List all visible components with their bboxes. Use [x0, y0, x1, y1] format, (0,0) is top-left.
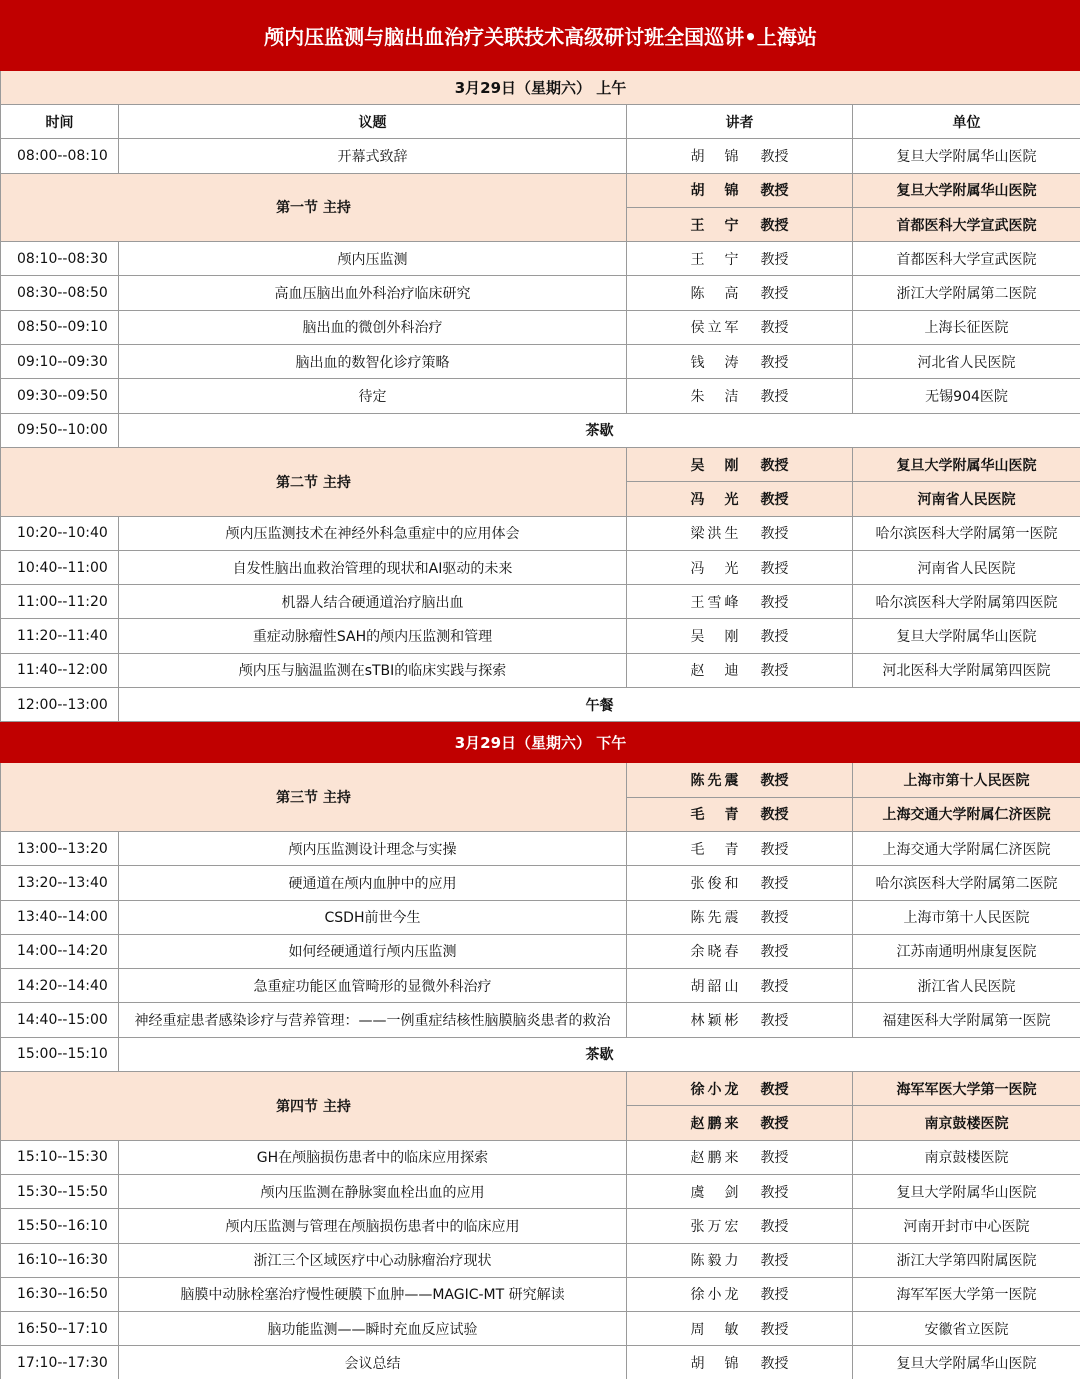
host-unit: 上海市第十人民医院: [853, 763, 1080, 797]
speaker-title: 教授: [760, 1081, 789, 1098]
section-host-label: 第一节 主持: [1, 173, 627, 242]
session-time: 14:00--14:20: [1, 934, 119, 968]
session-row: [1, 1243, 1080, 1277]
break-label: 茶歇: [119, 413, 1080, 447]
speaker-name: 周 敏: [690, 1321, 739, 1338]
speaker-unit: 哈尔滨医科大学附属第二医院: [853, 866, 1080, 900]
speaker-title: 教授: [760, 560, 789, 577]
host-unit: 河南省人民医院: [853, 482, 1080, 516]
speaker-title: 教授: [760, 1321, 789, 1338]
session-topic: 高血压脑出血外科治疗临床研究: [119, 276, 627, 310]
day-header-morning: [1, 71, 1080, 105]
speaker-cell: [627, 1346, 853, 1379]
session-row: [1, 619, 1080, 653]
host-unit: 复旦大学附属华山医院: [853, 173, 1080, 207]
session-time: 14:40--15:00: [1, 1003, 119, 1037]
speaker-name: 胡 锦: [690, 183, 739, 200]
break-time: 15:00--15:10: [1, 1037, 119, 1071]
session-time: 15:30--15:50: [1, 1174, 119, 1208]
speaker-unit: 上海交通大学附属仁济医院: [853, 831, 1080, 865]
host-unit: 复旦大学附属华山医院: [853, 447, 1080, 481]
speaker-unit: 无锡904医院: [853, 379, 1080, 413]
speaker-name: 林颖彬: [690, 1013, 739, 1030]
speaker-unit: 海军军医大学第一医院: [853, 1277, 1080, 1311]
session-topic: 自发性脑出血救治管理的现状和AI驱动的未来: [119, 550, 627, 584]
speaker-title: 教授: [760, 944, 789, 961]
speaker-unit: 首都医科大学宣武医院: [853, 242, 1080, 276]
speaker-cell: [627, 585, 853, 619]
speaker-name: 王 宁: [690, 217, 739, 234]
speaker-title: 教授: [760, 910, 789, 927]
break-time: 12:00--13:00: [1, 688, 119, 722]
speaker-cell: [627, 969, 853, 1003]
speaker-name: 冯 光: [690, 560, 739, 577]
break-row: [1, 1037, 1080, 1071]
speaker-unit: 安徽省立医院: [853, 1312, 1080, 1346]
speaker-title: 教授: [760, 978, 789, 995]
speaker-name: 胡韶山: [690, 978, 739, 995]
title-row: [1, 1, 1080, 71]
session-row: [1, 1312, 1080, 1346]
speaker-title: 教授: [760, 841, 789, 858]
session-time: 11:00--11:20: [1, 585, 119, 619]
speaker-unit: 河北医科大学附属第四医院: [853, 653, 1080, 687]
session-time: 08:00--08:10: [1, 139, 119, 173]
speaker-cell: [627, 1174, 853, 1208]
speaker-cell: [627, 1209, 853, 1243]
session-row: [1, 516, 1080, 550]
session-time: 11:20--11:40: [1, 619, 119, 653]
speaker-cell: [627, 242, 853, 276]
break-label: 午餐: [119, 688, 1080, 722]
session-time: 15:10--15:30: [1, 1140, 119, 1174]
page-title: 颅内压监测与脑出血治疗关联技术高级研讨班全国巡讲•上海站: [1, 1, 1080, 71]
speaker-unit: 河南开封市中心医院: [853, 1209, 1080, 1243]
speaker-cell: [627, 619, 853, 653]
speaker-name: 冯 光: [690, 491, 739, 508]
session-time: 16:50--17:10: [1, 1312, 119, 1346]
session-row: [1, 345, 1080, 379]
session-topic: 急重症功能区血管畸形的显微外科治疗: [119, 969, 627, 1003]
speaker-title: 教授: [760, 594, 789, 611]
speaker-unit: 浙江大学第四附属医院: [853, 1243, 1080, 1277]
speaker-name: 余晓春: [690, 944, 739, 961]
speaker-unit: 哈尔滨医科大学附属第四医院: [853, 585, 1080, 619]
speaker-title: 教授: [760, 354, 789, 371]
speaker-name: 朱 洁: [690, 389, 739, 406]
session-row: [1, 653, 1080, 687]
session-row: [1, 1277, 1080, 1311]
speaker-cell: [627, 1072, 853, 1106]
column-header-speaker: 讲者: [627, 105, 853, 139]
break-time: 09:50--10:00: [1, 413, 119, 447]
session-topic: 脑功能监测——瞬时充血反应试验: [119, 1312, 627, 1346]
speaker-name: 虞 剑: [690, 1184, 739, 1201]
session-row: [1, 1140, 1080, 1174]
session-time: 13:40--14:00: [1, 900, 119, 934]
break-row: [1, 688, 1080, 722]
speaker-cell: [627, 1140, 853, 1174]
session-time: 09:10--09:30: [1, 345, 119, 379]
session-row: [1, 866, 1080, 900]
speaker-name: 王雪峰: [690, 594, 739, 611]
section-host-label: 第四节 主持: [1, 1072, 627, 1141]
break-row: [1, 413, 1080, 447]
speaker-title: 教授: [760, 286, 789, 303]
column-header-time: 时间: [1, 105, 119, 139]
host-row: [1, 173, 1080, 207]
speaker-cell: [627, 1243, 853, 1277]
session-row: [1, 139, 1080, 173]
speaker-cell: [627, 831, 853, 865]
speaker-unit: 河南省人民医院: [853, 550, 1080, 584]
speaker-cell: [627, 763, 853, 797]
session-time: 08:50--09:10: [1, 310, 119, 344]
speaker-cell: [627, 1312, 853, 1346]
speaker-unit: 复旦大学附属华山医院: [853, 139, 1080, 173]
speaker-name: 胡 锦: [690, 148, 739, 165]
speaker-name: 王 宁: [690, 251, 739, 268]
session-topic: 硬通道在颅内血肿中的应用: [119, 866, 627, 900]
speaker-cell: [627, 276, 853, 310]
session-time: 16:10--16:30: [1, 1243, 119, 1277]
speaker-name: 赵鹏来: [690, 1115, 739, 1132]
speaker-name: 毛 青: [690, 807, 739, 824]
session-time: 11:40--12:00: [1, 653, 119, 687]
session-time: 08:10--08:30: [1, 242, 119, 276]
speaker-title: 教授: [760, 875, 789, 892]
session-topic: 颅内压监测技术在神经外科急重症中的应用体会: [119, 516, 627, 550]
session-topic: 会议总结: [119, 1346, 627, 1379]
speaker-cell: [627, 345, 853, 379]
session-row: [1, 1209, 1080, 1243]
session-topic: 颅内压与脑温监测在sTBI的临床实践与探索: [119, 653, 627, 687]
speaker-cell: [627, 653, 853, 687]
host-row: [1, 447, 1080, 481]
speaker-unit: 浙江大学附属第二医院: [853, 276, 1080, 310]
speaker-title: 教授: [760, 1287, 789, 1304]
speaker-unit: 南京鼓楼医院: [853, 1140, 1080, 1174]
speaker-title: 教授: [760, 217, 789, 234]
speaker-name: 钱 涛: [690, 354, 739, 371]
day-header-afternoon: [1, 722, 1080, 763]
speaker-name: 毛 青: [690, 841, 739, 858]
session-row: [1, 585, 1080, 619]
speaker-name: 侯立军: [690, 320, 739, 337]
speaker-unit: 复旦大学附属华山医院: [853, 1346, 1080, 1379]
section-host-label: 第二节 主持: [1, 447, 627, 516]
host-row: [1, 1072, 1080, 1106]
session-row: [1, 1174, 1080, 1208]
speaker-name: 陈毅力: [690, 1253, 739, 1270]
speaker-cell: [627, 379, 853, 413]
session-time: 13:20--13:40: [1, 866, 119, 900]
session-time: 09:30--09:50: [1, 379, 119, 413]
session-topic: CSDH前世今生: [119, 900, 627, 934]
session-row: [1, 242, 1080, 276]
speaker-cell: [627, 207, 853, 241]
session-time: 16:30--16:50: [1, 1277, 119, 1311]
speaker-unit: 复旦大学附属华山医院: [853, 1174, 1080, 1208]
session-row: [1, 550, 1080, 584]
session-time: 15:50--16:10: [1, 1209, 119, 1243]
session-row: [1, 1346, 1080, 1379]
speaker-cell: [627, 934, 853, 968]
speaker-title: 教授: [760, 1115, 789, 1132]
session-time: 10:40--11:00: [1, 550, 119, 584]
speaker-title: 教授: [760, 663, 789, 680]
speaker-name: 赵 迪: [690, 663, 739, 680]
session-time: 17:10--17:30: [1, 1346, 119, 1379]
session-topic: 脑出血的微创外科治疗: [119, 310, 627, 344]
speaker-title: 教授: [760, 389, 789, 406]
session-topic: 颅内压监测设计理念与实操: [119, 831, 627, 865]
session-topic: 待定: [119, 379, 627, 413]
session-topic: 神经重症患者感染诊疗与营养管理：——一例重症结核性脑膜脑炎患者的救治: [119, 1003, 627, 1037]
session-topic: 重症动脉瘤性SAH的颅内压监测和管理: [119, 619, 627, 653]
speaker-title: 教授: [760, 1218, 789, 1235]
speaker-title: 教授: [760, 1253, 789, 1270]
session-topic: GH在颅脑损伤患者中的临床应用探索: [119, 1140, 627, 1174]
speaker-cell: [627, 139, 853, 173]
column-header-unit: 单位: [853, 105, 1080, 139]
session-time: 13:00--13:20: [1, 831, 119, 865]
speaker-name: 陈 高: [690, 286, 739, 303]
speaker-name: 胡 锦: [690, 1356, 739, 1373]
speaker-title: 教授: [760, 772, 789, 789]
speaker-title: 教授: [760, 1150, 789, 1167]
session-time: 08:30--08:50: [1, 276, 119, 310]
session-row: [1, 831, 1080, 865]
speaker-cell: [627, 173, 853, 207]
session-time: 14:20--14:40: [1, 969, 119, 1003]
speaker-cell: [627, 550, 853, 584]
speaker-name: 梁洪生: [690, 526, 739, 543]
speaker-title: 教授: [760, 491, 789, 508]
speaker-name: 张万宏: [690, 1218, 739, 1235]
speaker-cell: [627, 310, 853, 344]
speaker-title: 教授: [760, 526, 789, 543]
speaker-unit: 江苏南通明州康复医院: [853, 934, 1080, 968]
session-topic: 脑出血的数智化诊疗策略: [119, 345, 627, 379]
speaker-name: 张俊和: [690, 875, 739, 892]
speaker-unit: 福建医科大学附属第一医院: [853, 1003, 1080, 1037]
break-label: 茶歇: [119, 1037, 1080, 1071]
speaker-cell: [627, 482, 853, 516]
speaker-unit: 上海市第十人民医院: [853, 900, 1080, 934]
speaker-cell: [627, 1106, 853, 1140]
speaker-title: 教授: [760, 183, 789, 200]
speaker-name: 陈先震: [690, 910, 739, 927]
speaker-name: 徐小龙: [690, 1081, 739, 1098]
host-row: [1, 763, 1080, 797]
day-header-label: 3月29日（星期六） 下午: [1, 722, 1080, 763]
speaker-unit: 哈尔滨医科大学附属第一医院: [853, 516, 1080, 550]
section-host-label: 第三节 主持: [1, 763, 627, 832]
session-topic: 如何经硬通道行颅内压监测: [119, 934, 627, 968]
session-row: [1, 379, 1080, 413]
speaker-cell: [627, 516, 853, 550]
speaker-cell: [627, 797, 853, 831]
session-topic: 颅内压监测: [119, 242, 627, 276]
session-topic: 脑膜中动脉栓塞治疗慢性硬膜下血肿——MAGIC-MT 研究解读: [119, 1277, 627, 1311]
session-row: [1, 934, 1080, 968]
session-topic: 浙江三个区域医疗中心动脉瘤治疗现状: [119, 1243, 627, 1277]
session-row: [1, 900, 1080, 934]
speaker-title: 教授: [760, 148, 789, 165]
speaker-title: 教授: [760, 629, 789, 646]
speaker-cell: [627, 1003, 853, 1037]
session-topic: 颅内压监测与管理在颅脑损伤患者中的临床应用: [119, 1209, 627, 1243]
speaker-cell: [627, 900, 853, 934]
speaker-cell: [627, 447, 853, 481]
speaker-title: 教授: [760, 251, 789, 268]
speaker-title: 教授: [760, 1356, 789, 1373]
host-unit: 南京鼓楼医院: [853, 1106, 1080, 1140]
speaker-name: 陈先震: [690, 772, 739, 789]
speaker-title: 教授: [760, 457, 789, 474]
session-row: [1, 276, 1080, 310]
column-header-topic: 议题: [119, 105, 627, 139]
speaker-title: 教授: [760, 1184, 789, 1201]
session-row: [1, 969, 1080, 1003]
speaker-cell: [627, 866, 853, 900]
column-header-row: [1, 105, 1080, 139]
speaker-title: 教授: [760, 1013, 789, 1030]
speaker-unit: 复旦大学附属华山医院: [853, 619, 1080, 653]
session-topic: 颅内压监测在静脉窦血栓出血的应用: [119, 1174, 627, 1208]
host-unit: 上海交通大学附属仁济医院: [853, 797, 1080, 831]
session-topic: 机器人结合硬通道治疗脑出血: [119, 585, 627, 619]
speaker-unit: 上海长征医院: [853, 310, 1080, 344]
speaker-name: 吴 刚: [690, 629, 739, 646]
host-unit: 海军军医大学第一医院: [853, 1072, 1080, 1106]
session-row: [1, 1003, 1080, 1037]
speaker-unit: 河北省人民医院: [853, 345, 1080, 379]
session-time: 10:20--10:40: [1, 516, 119, 550]
day-header-label: 3月29日（星期六） 上午: [1, 71, 1080, 105]
speaker-unit: 浙江省人民医院: [853, 969, 1080, 1003]
speaker-name: 徐小龙: [690, 1287, 739, 1304]
session-topic: 开幕式致辞: [119, 139, 627, 173]
host-unit: 首都医科大学宣武医院: [853, 207, 1080, 241]
speaker-title: 教授: [760, 807, 789, 824]
speaker-cell: [627, 1277, 853, 1311]
speaker-name: 赵鹏来: [690, 1150, 739, 1167]
speaker-name: 吴 刚: [690, 457, 739, 474]
speaker-title: 教授: [760, 320, 789, 337]
session-row: [1, 310, 1080, 344]
